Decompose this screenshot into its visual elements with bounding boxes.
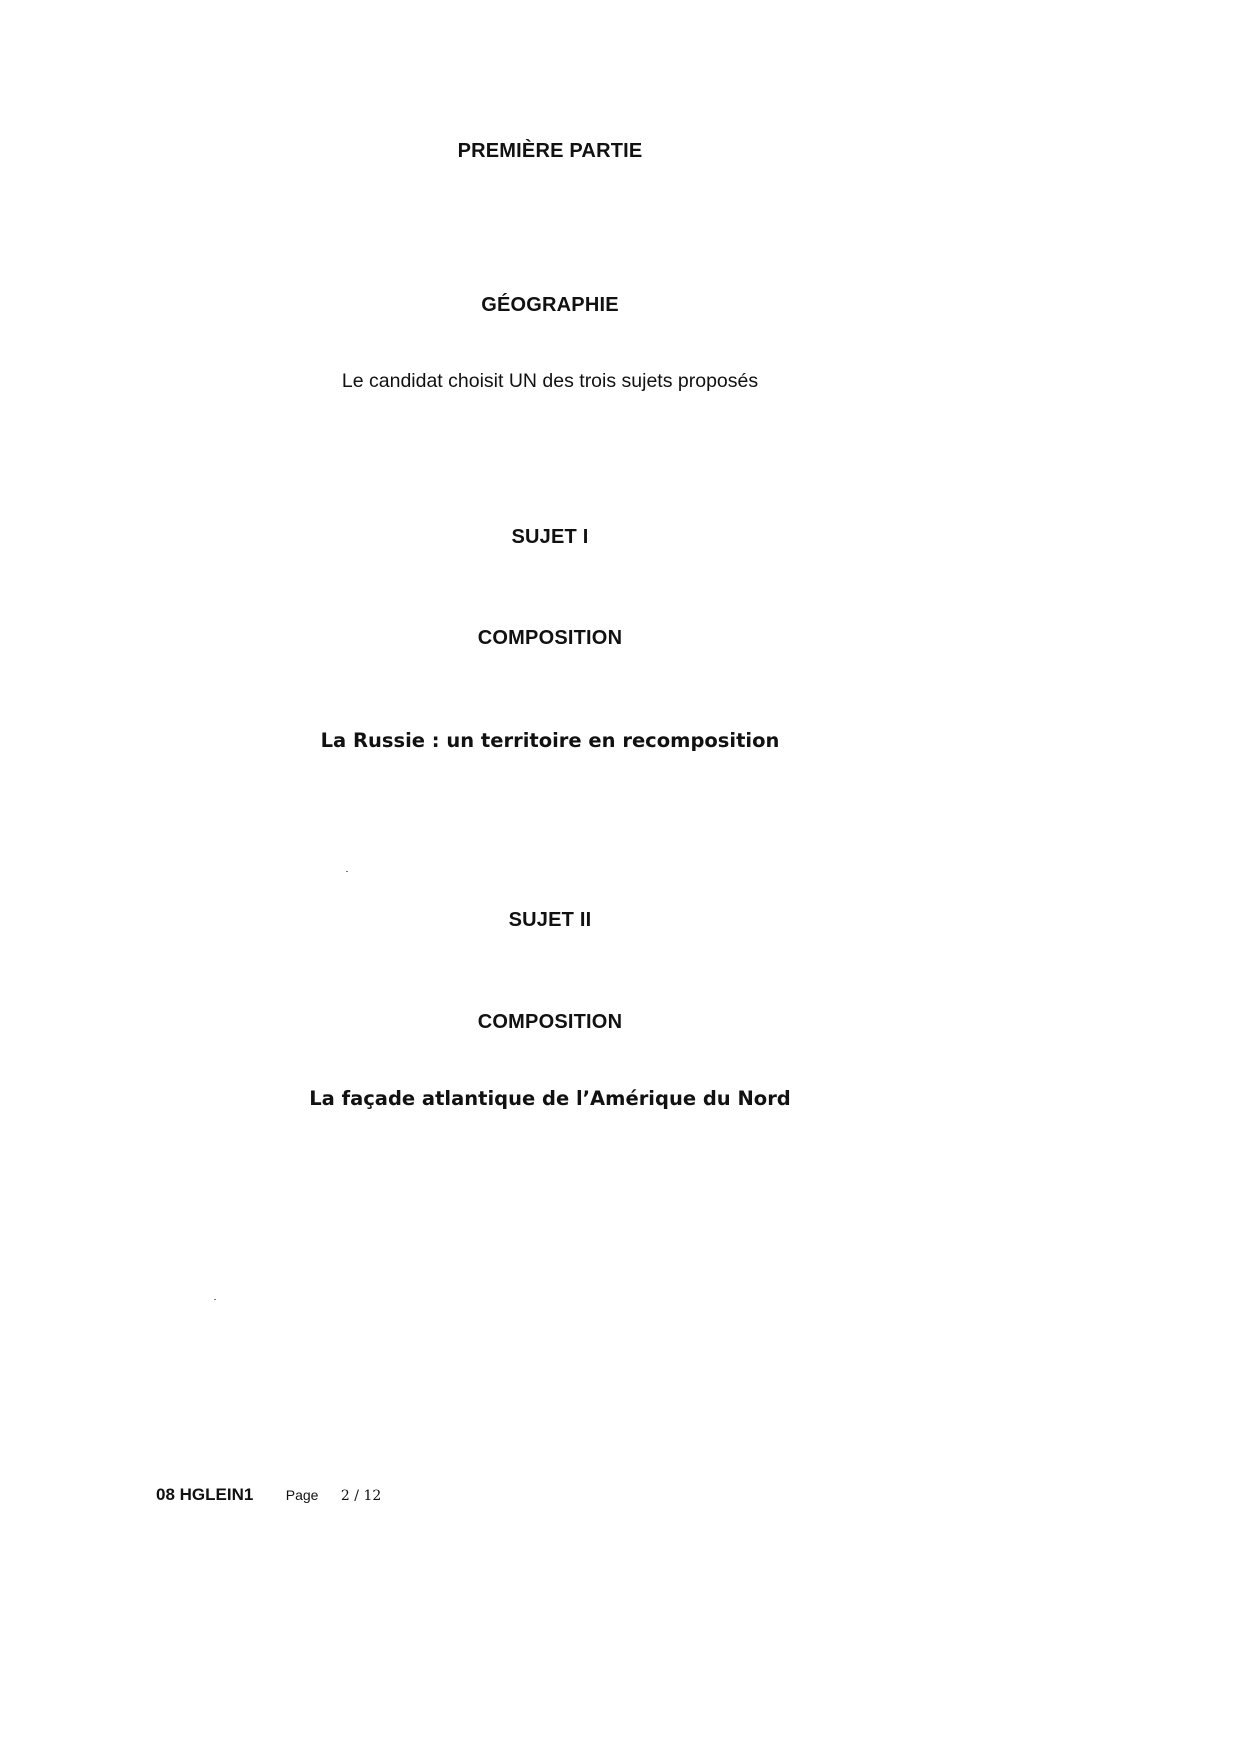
scan-speck — [214, 1299, 216, 1300]
part-title: PREMIÈRE PARTIE — [457, 140, 643, 162]
section-title: GÉOGRAPHIE — [481, 294, 619, 316]
page-number: 2 / 12 — [340, 1488, 382, 1504]
instruction-text: Le candidat choisit UN des trois sujets proposés — [341, 370, 759, 392]
scan-speck — [346, 871, 348, 872]
subject-2-label: SUJET II — [508, 909, 592, 931]
page-footer — [156, 1486, 381, 1504]
subject-1-title: La Russie : un territoire en recomposition — [320, 729, 780, 752]
exam-code: 08 HGLEIN1 — [156, 1485, 254, 1504]
page-label: Page — [285, 1487, 319, 1503]
subject-1-type: COMPOSITION — [477, 627, 623, 649]
subject-2-title: La façade atlantique de l’Amérique du Nord — [309, 1087, 791, 1110]
subject-2-type: COMPOSITION — [477, 1011, 623, 1033]
subject-1-label: SUJET I — [511, 526, 589, 548]
